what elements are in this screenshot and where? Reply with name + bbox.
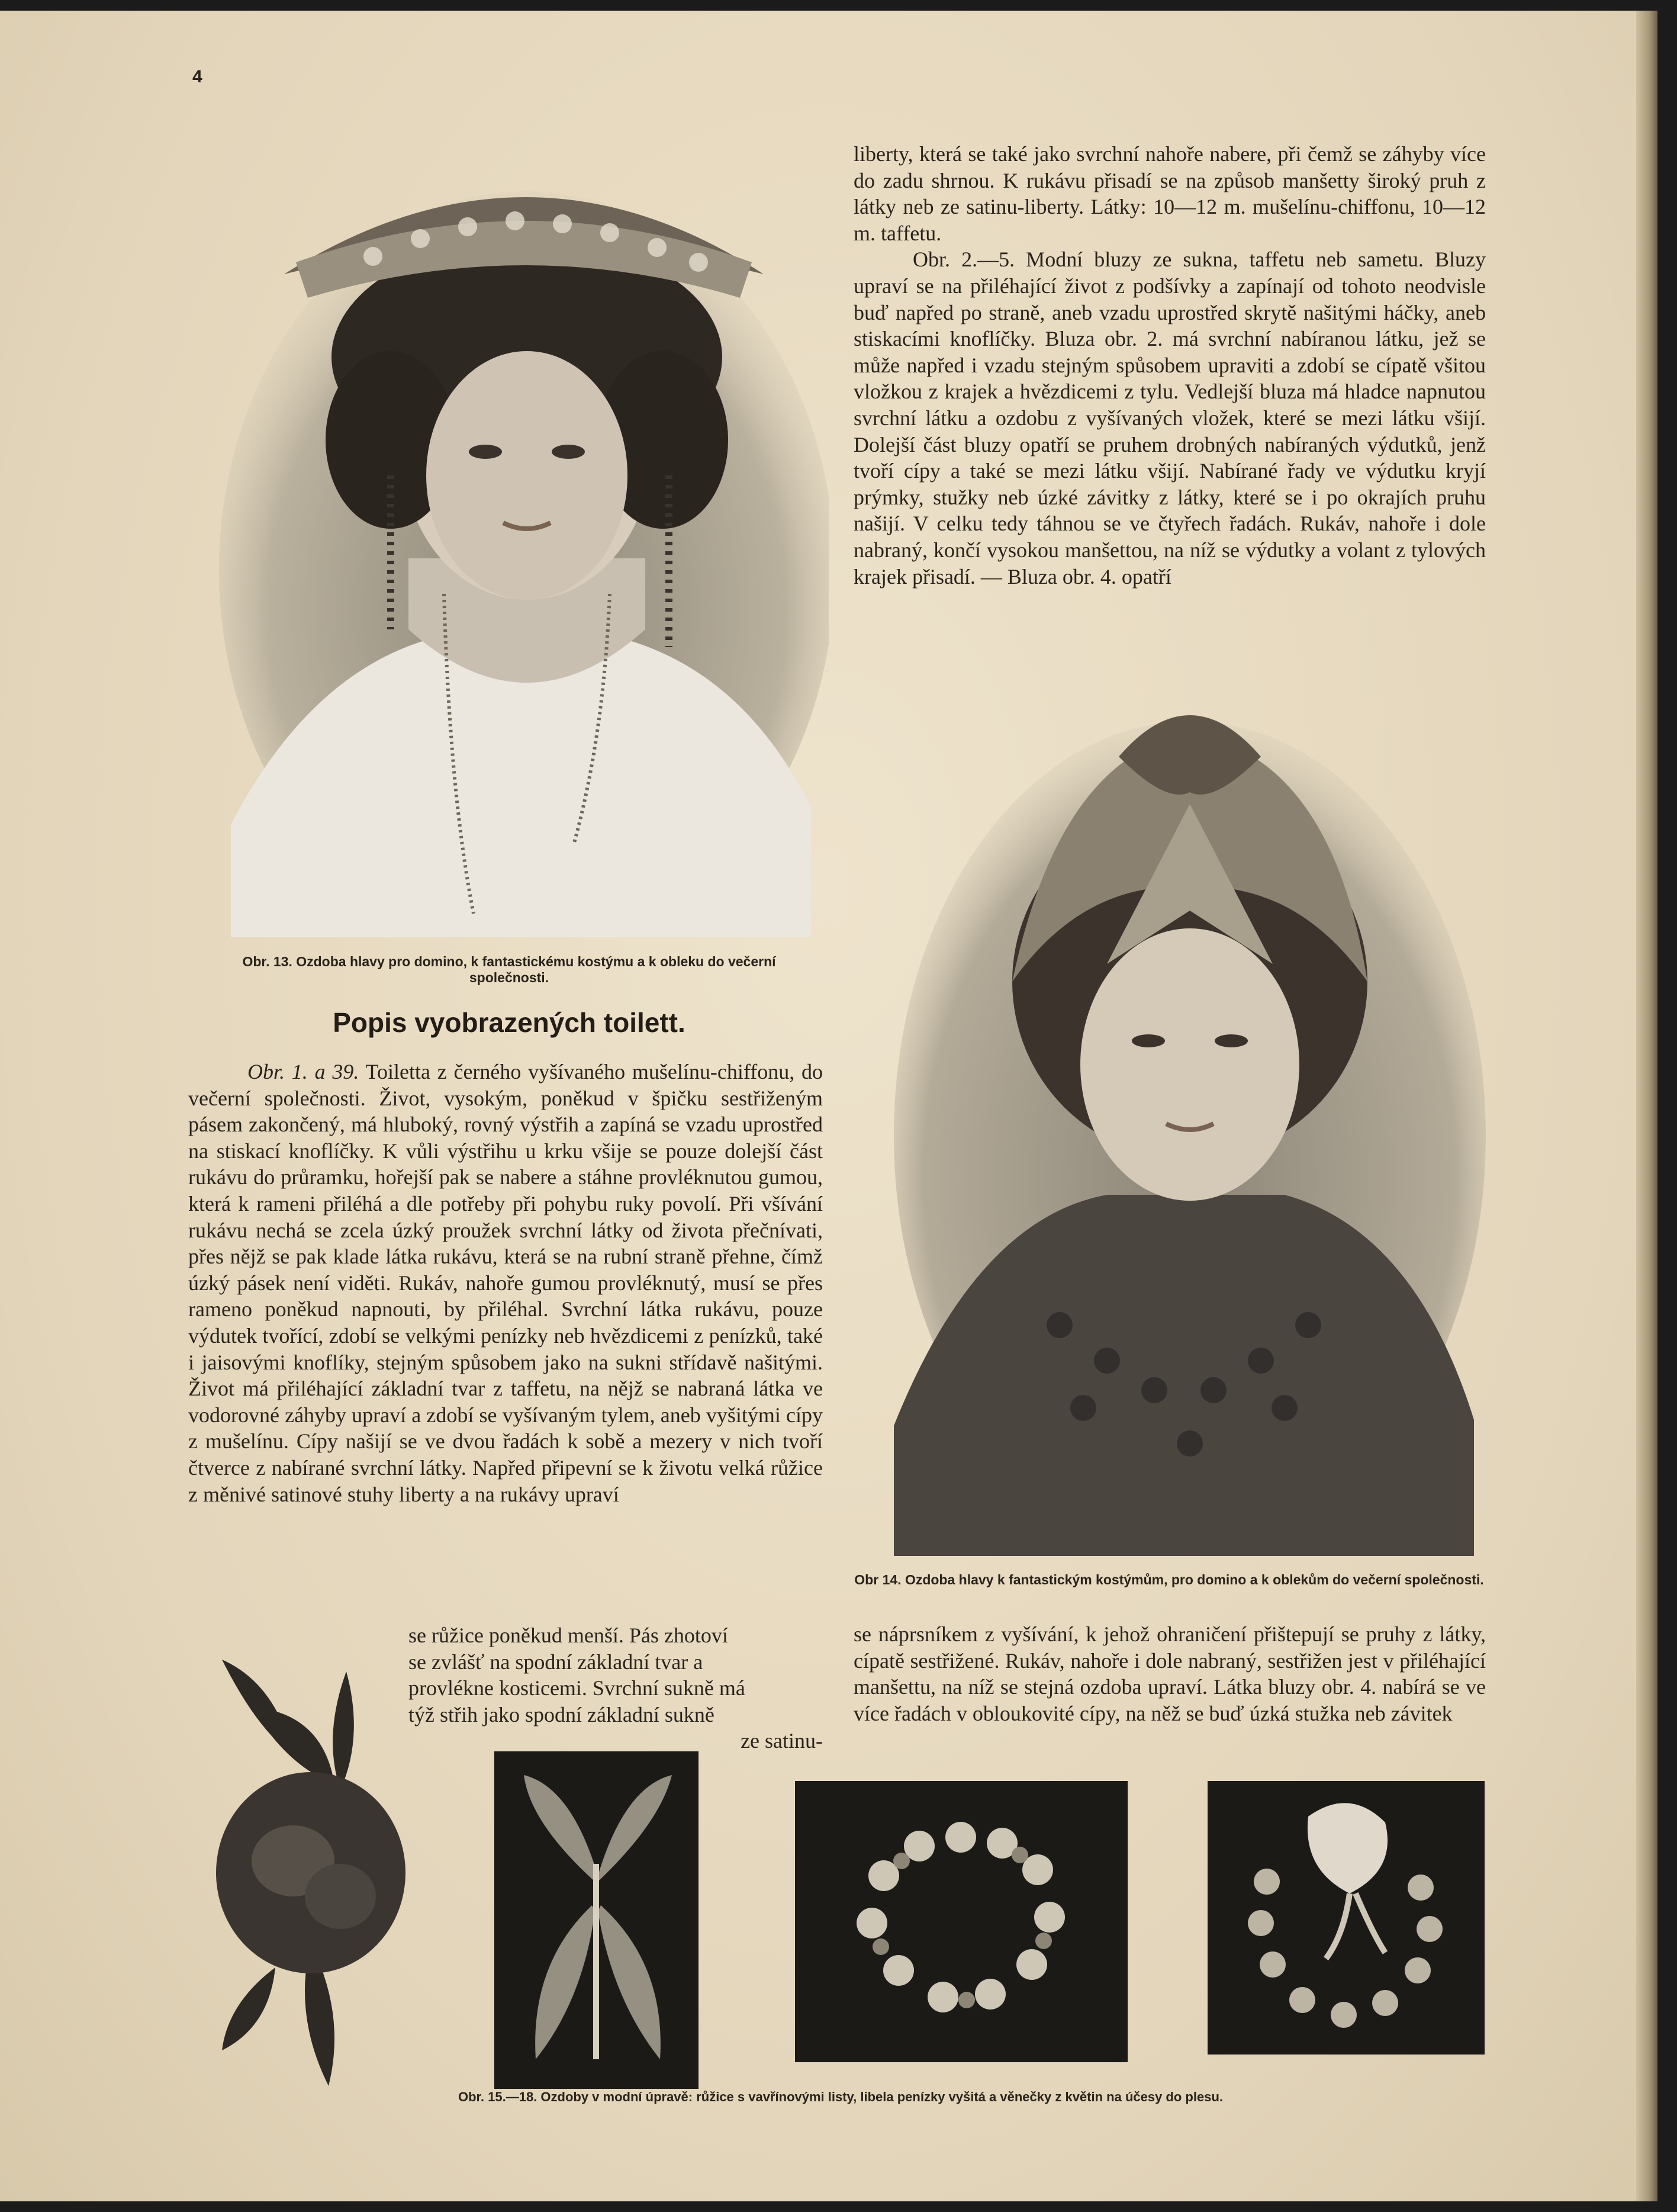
page-spine (1636, 11, 1657, 2201)
caption-figure-14: Obr 14. Ozdoba hlavy k fantastickým kostýmům, pro domino a k oblekům do večerní společnosti. (854, 1572, 1484, 1587)
dragonfly-embroidered-image (494, 1751, 699, 2089)
indented-line: se zvlášť na spodní základní tvar a (408, 1650, 703, 1674)
indented-line: provlékne kosticemi. Svrchní sukně má (408, 1676, 745, 1700)
indented-line: ze satinu- (741, 1729, 823, 1753)
flower-wreath-image-1 (795, 1781, 1128, 2062)
right-body-para-1: liberty, která se také jako svrchní nahoře nabere, při čemž se záhyby více do zadu shrnou. K rukávu přisadí se na způsob manšetty široký pruh z látky neb ze satinu-liberty. Látky: 10—12 m. mušelínu-chiffonu, 10—12 m. taffetu. (854, 142, 1486, 245)
flower-wreath-image-2 (1208, 1781, 1485, 2055)
portrait-woman-turban-image (882, 686, 1486, 1556)
left-column-indented-text (408, 1622, 823, 1754)
figure-ref-1: Obr. 1. a 39. (247, 1060, 359, 1084)
page-number: 4 (192, 67, 202, 86)
section-heading: Popis vyobrazených toilett. (333, 1007, 685, 1038)
caption-figure-13: Obr. 13. Ozdoba hlavy pro domino, k fantastickému kostýmu a k obleku do večerní společnosti. (242, 954, 776, 985)
right-column-text (854, 141, 1486, 590)
right-lower-para: se náprsníkem z vyšívání, k jehož ohraničení přištepují se pruhy z látky, cípatě sestřižené. Rukáv, nahoře i dole nabraný, sestřižen jest v přiléhající manšettu, na níž se stejná ozdoba upraví. Látka bluzy obr. 4. nabírá se ve více řadách v obloukovité cípy, na něž se buď úzká stužka neb závitek (854, 1622, 1486, 1725)
indented-line: se růžice poněkud menší. Pás zhotoví (408, 1623, 728, 1647)
caption-figures-15-18: Obr. 15.—18. Ozdoby v modní úpravě: růžice s vavřínovými listy, libela penízky vyšitá a věnečky z květin na účesy do plesu. (458, 2089, 1223, 2104)
indented-line: týž střih jako spodní základní sukně (408, 1702, 714, 1726)
left-body-text: Toiletta z černého vyšívaného mušelínu-chiffonu, do večerní společnosti. Život, vysokým, poněkud v špičku sestřiženým pásem zakončený, má hluboký, rovný výstřih a zapíná se vzadu uprostřed na stiskací knoflíčky. K vůli výstřihu u krku všije se pouze dolejší část rukávu do průramku, hořejší pak se nabere a stáhne provléknutou gumou, která k rameni přiléhá a dle potřeby při pohybu ruky povolí. Při všívání rukávu nechá se zcela úzký proužek svrchní látky od života přečnívati, přes nějž se pak klade látka rukávu, která se na rubní straně přehne, čímž úzký pásek není viděti. Rukáv, nahoře gumou provléknutý, musí se přes rameno poněkud napnouti, by přiléhal. Svrchní látka rukávu, pouze výdutek tvořící, zdobí se velkými penízky neb hvězdicemi z penízků, také i jaisovými knoflíky, stejným spůsobem jako na sukni střídavě našitými. Život má přiléhající základní tvar z taffetu, na nějž se nabraná látka ve vodorovné záhyby upraví a zdobí se vyšívaným tylem, aneb vyšitými cípy z mušelínu. Cípy našijí se ve dvou řadách k sobě a mezery v nich tvoří čtverce z nabírané svrchní látky. Napřed připevní se k životu velká růžice z měnivé satinové stuhy liberty a na rukávy upraví (188, 1060, 823, 1506)
right-body-para-2: Obr. 2.—5. Modní bluzy ze sukna, taffetu neb sametu. Bluzy upraví se na přiléhající život z podšívky a zapínají od tohoto neodvisle buď napřed po straně, aneb vzadu uprostřed skrytě našitými háčky, aneb stiskacími knoflíčky. Bluza obr. 2. má svrchní nabíranou látku, jež se může napřed i vzadu stejným spůsobem upraviti a zdobí se cípatě všitou vložkou z krajek a hvězdicemi z tylu. Vedlejší bluza má hladce napnutou svrchní látku a ozdobu z vyšívaných vložek, které se mezi látku všijí. Dolejší část bluzy opatří se pruhem drobných nabíraných výdutků, jenž tvoří cípy a také se mezi látku všijí. Nabírané řady ve výdutku kryjí prýmky, stužky neb úzké závitky z látky, které se i po okrajích pruhu našijí. V celku tedy táhnou se ve čtyřech řadách. Rukáv, nahoře i dole nabraný, končí vysokou manšettou, na níž se výdutky a volant z tylových krajek přisadí. — Bluza obr. 4. opatří (854, 247, 1486, 589)
portrait-woman-headdress-image (195, 144, 829, 937)
right-lower-text (854, 1621, 1486, 1726)
rosette-laurel-image (204, 1648, 417, 2098)
left-column-text (188, 1059, 823, 1507)
magazine-page (0, 11, 1657, 2201)
